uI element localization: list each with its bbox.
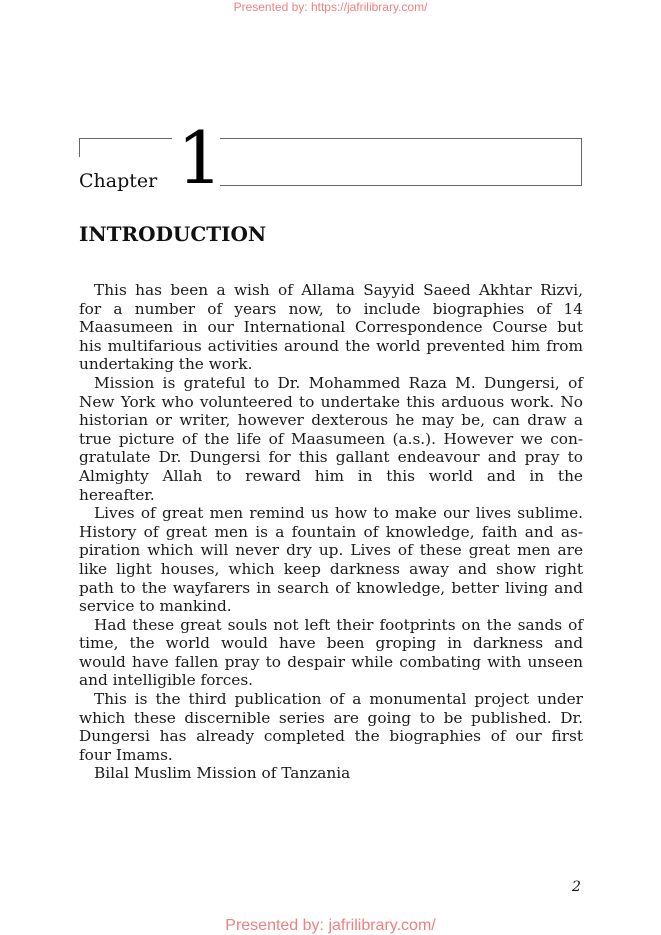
text-line: Lives of great men remind us how to make our lives sublime. — [94, 504, 583, 523]
text-line: true picture of the life of Maasumeen (a.s.). However we con- — [79, 429, 583, 448]
chapter-number: 1 — [177, 116, 223, 200]
page-number: 2 — [572, 879, 581, 895]
text-line: History of great men is a fountain of knowledge, faith and as- — [79, 522, 583, 541]
text-line: and intelligible forces. — [79, 671, 254, 690]
text-line: New York who volunteered to undertake this arduous work. No — [79, 392, 583, 411]
text-line: Almighty Allah to reward him in this world and in the — [79, 466, 583, 485]
text-line: path to the wayfarers in search of knowledge, better living and — [79, 578, 583, 597]
paragraph — [79, 281, 583, 374]
signature — [79, 764, 583, 783]
section-title: INTRODUCTION — [79, 222, 267, 246]
watermark-top-link[interactable]: Presented by: https://jafrilibrary.com/ — [233, 0, 428, 14]
text-line: gratulate Dr. Dungersi for this gallant endeavour and pray to — [79, 448, 583, 467]
text-line: which these discernible series are going to be published. Dr. — [79, 708, 583, 727]
chapter-rule-left — [79, 138, 172, 139]
watermark-bottom-link[interactable]: Presented by: jafrilibrary.com/ — [225, 917, 436, 934]
text-line: hereafter. — [79, 485, 155, 504]
text-line: his multifarious activities around the world prevented him from — [79, 336, 583, 355]
text-line: This is the third publication of a monumental project under — [94, 690, 583, 709]
body-text — [79, 281, 583, 783]
text-line: Mission is grateful to Dr. Mohammed Raza M. Dungersi, of — [94, 373, 583, 392]
text-line: Had these great souls not left their footprints on the sands of — [94, 615, 583, 634]
chapter-heading — [79, 116, 583, 200]
chapter-rule-left-tick — [79, 138, 80, 157]
text-line: Maasumeen in our International Correspondence Course but — [79, 318, 583, 337]
text-line: undertaking the work. — [79, 355, 253, 374]
chapter-label: Chapter — [79, 170, 158, 192]
text-line: service to mankind. — [79, 597, 232, 616]
text-line: Dungersi has already completed the biographies of our first — [79, 727, 583, 746]
text-line: time, the world would have been groping in darkness and — [79, 634, 583, 653]
text-line: would have fallen pray to despair while combating with unseen — [79, 652, 583, 671]
chapter-rule-box — [220, 138, 582, 186]
text-line: like light houses, which keep darkness away and show right — [79, 559, 583, 578]
text-line: four Imams. — [79, 745, 173, 764]
text-line: This has been a wish of Allama Sayyid Saeed Akhtar Rizvi, — [94, 281, 583, 299]
paragraph — [79, 616, 583, 690]
text-line: for a number of years now, to include biographies of 14 — [79, 299, 583, 318]
text-line: piration which will never dry up. Lives of these great men are — [79, 541, 583, 560]
paragraph — [79, 504, 583, 616]
text-line: historian or writer, however dexterous he may be, can draw a — [79, 411, 583, 430]
paragraph — [79, 690, 583, 764]
paragraph — [79, 374, 583, 504]
text-line: Bilal Muslim Mission of Tanzania — [94, 764, 351, 783]
